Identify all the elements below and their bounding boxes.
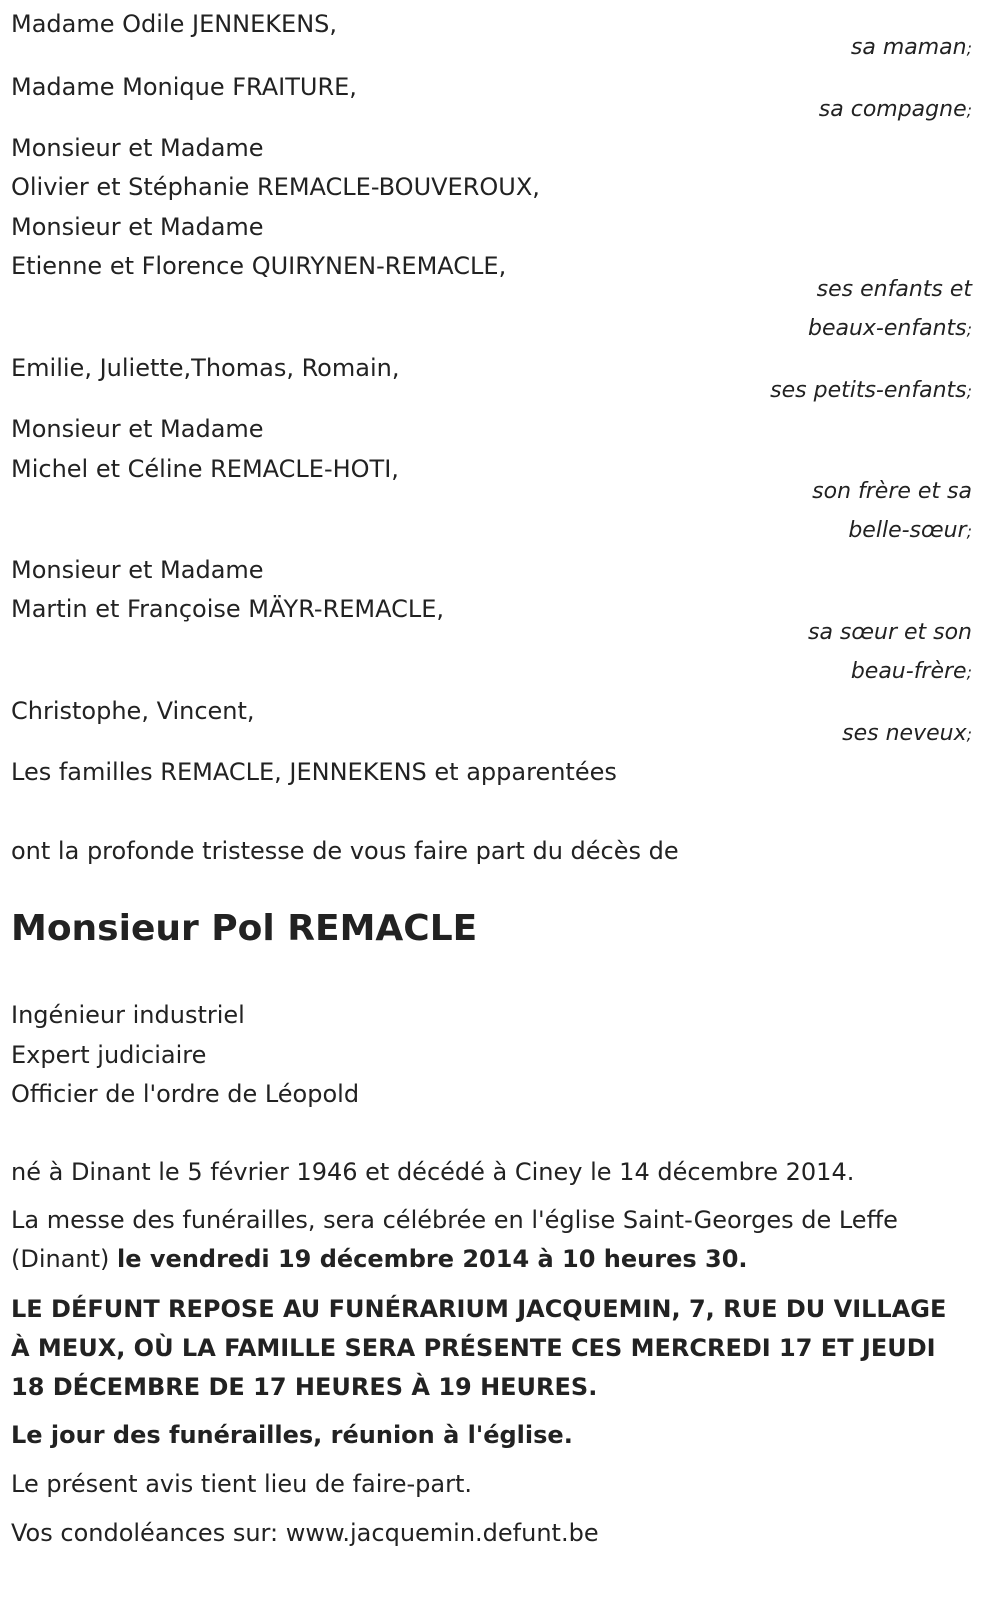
- announcement-text: ont la profonde tristesse de vous faire part du décès de: [11, 837, 679, 865]
- relation-label: ses neveux;: [842, 721, 972, 746]
- family-name-line: Les familles REMACLE, JENNEKENS et apparentées: [11, 758, 617, 786]
- meeting-text: Le jour des funérailles, réunion à l'église.: [11, 1421, 573, 1449]
- title-line: Expert judiciaire: [11, 1041, 207, 1069]
- family-name-line: Monsieur et Madame: [11, 134, 264, 162]
- family-name-line: Martin et Françoise MÄYR-REMACLE,: [11, 595, 445, 623]
- family-name-line: Monsieur et Madame: [11, 556, 264, 584]
- family-name-line: Christophe, Vincent,: [11, 697, 255, 725]
- family-name-line: Etienne et Florence QUIRYNEN-REMACLE,: [11, 252, 507, 280]
- title-line: Officier de l'ordre de Léopold: [11, 1080, 360, 1108]
- family-name-line: Madame Odile JENNEKENS,: [11, 10, 338, 38]
- funerarium-paragraph: LE DÉFUNT REPOSE AU FUNÉRARIUM JACQUEMIN, 7, RUE DU VILLAGE À MEUX, OÙ LA FAMILLE SERA PRÉSENTE CES MERCREDI 17 ET JEUDI 18 DÉCEMBRE DE 17 HEURES À 19 HEURES.: [11, 1295, 947, 1401]
- notice-text: Le présent avis tient lieu de faire-part.: [11, 1470, 473, 1498]
- birth-death-text: né à Dinant le 5 février 1946 et décédé à Ciney le 14 décembre 2014.: [11, 1158, 855, 1186]
- mass-text: La messe des funérailles, sera célébrée en l'église Saint-Georges de Leffe (Dinant): [11, 1206, 898, 1273]
- relation-label: sa compagne;: [818, 97, 972, 122]
- relation-label: belle-sœur;: [848, 518, 972, 543]
- family-name-line: Olivier et Stéphanie REMACLE-BOUVEROUX,: [11, 173, 540, 201]
- title-line: Ingénieur industriel: [11, 1001, 245, 1029]
- mass-date: le vendredi 19 décembre 2014 à 10 heures 30.: [117, 1245, 748, 1273]
- relation-label: ses enfants et: [816, 277, 972, 302]
- relation-label: beau-frère;: [850, 659, 972, 684]
- relation-label: sa sœur et son: [807, 620, 972, 645]
- family-name-line: Emilie, Juliette,Thomas, Romain,: [11, 354, 400, 382]
- relation-label: beaux-enfants;: [807, 316, 972, 341]
- relation-label: ses petits-enfants;: [770, 378, 972, 403]
- family-name-line: Monsieur et Madame: [11, 415, 264, 443]
- deceased-name: Monsieur Pol REMACLE: [11, 908, 478, 949]
- relation-label: sa maman;: [850, 35, 972, 60]
- condolences-text: Vos condoléances sur: www.jacquemin.defunt.be: [11, 1519, 599, 1547]
- relation-label: son frère et sa: [812, 479, 972, 504]
- family-name-line: Madame Monique FRAITURE,: [11, 73, 357, 101]
- family-name-line: Michel et Céline REMACLE-HOTI,: [11, 455, 399, 483]
- family-name-line: Monsieur et Madame: [11, 213, 264, 241]
- mass-paragraph: [11, 1201, 971, 1279]
